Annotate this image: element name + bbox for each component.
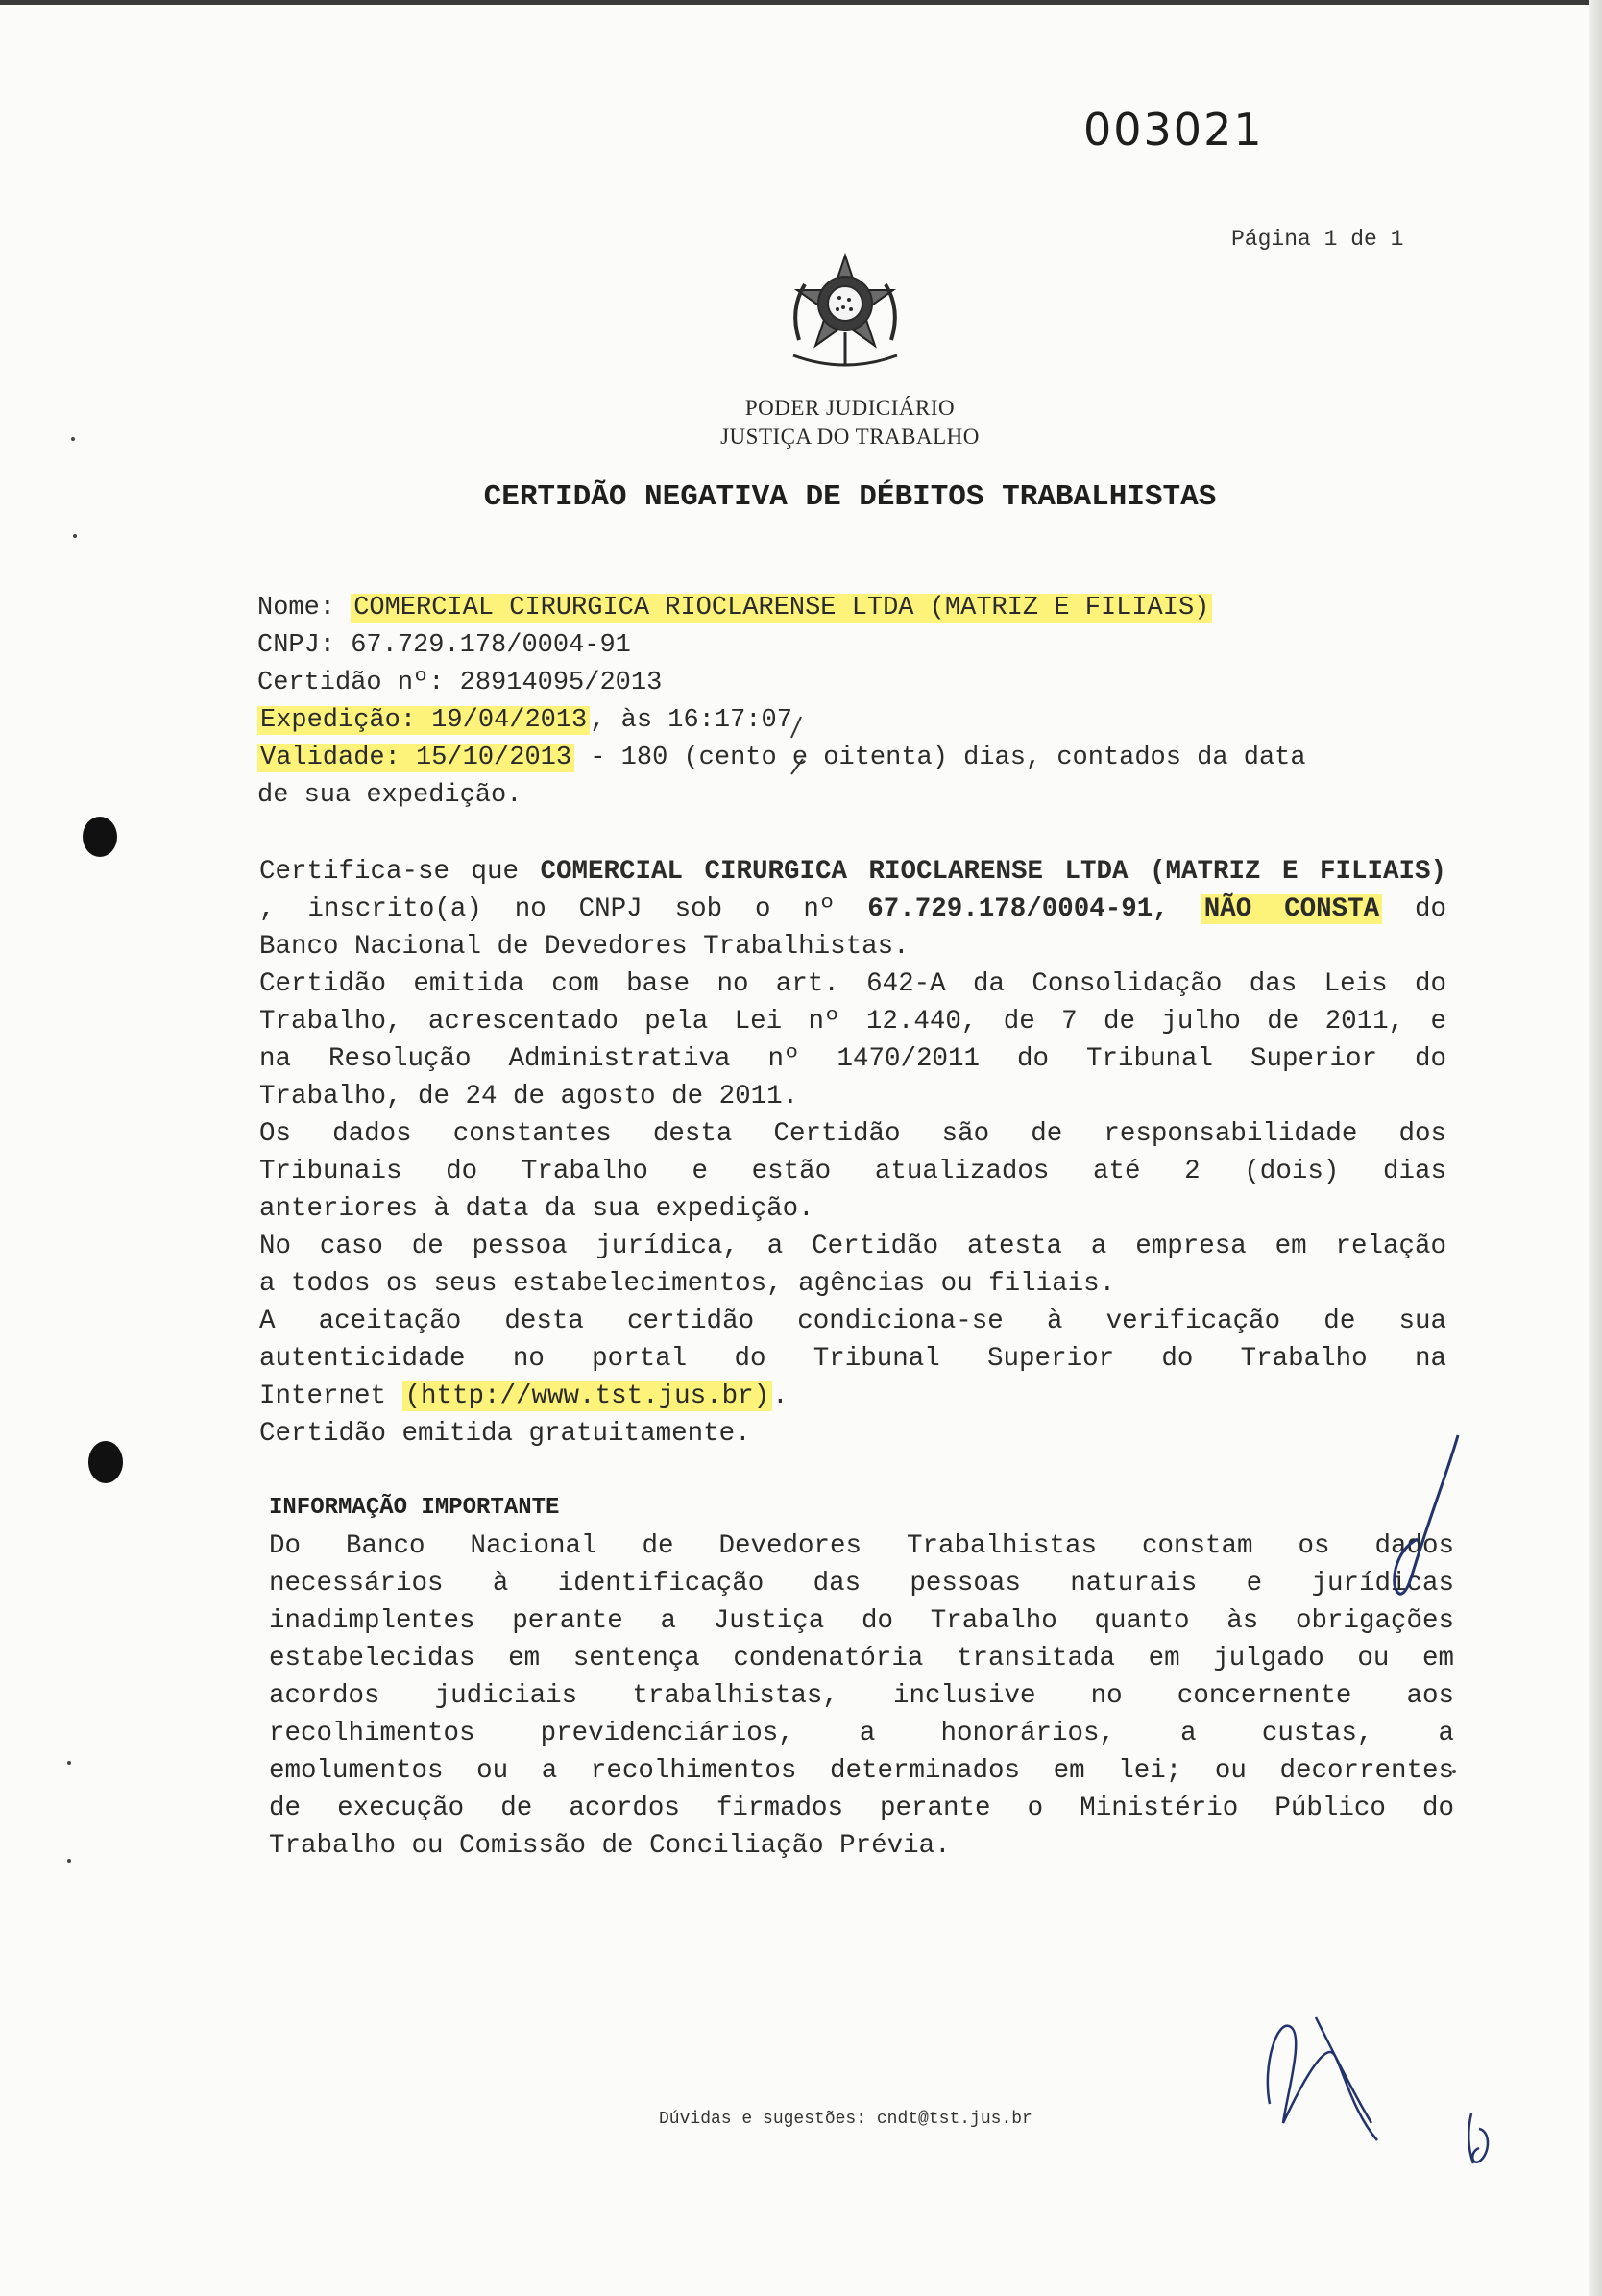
handwritten-tick [711, 711, 807, 797]
authority-line-2: JUSTIÇA DO TRABALHO [720, 425, 980, 449]
body-line: Internet (http://www.tst.jus.br) . [259, 1381, 789, 1411]
body-line: Certidão emitida com base no art. 642-A da Consolidação das Leis do [259, 969, 1446, 999]
body-line: Trabalho, de 24 de agosto de 2011. [259, 1082, 799, 1111]
document-title: CERTIDÃO NEGATIVA DE DÉBITOS TRABALHISTAS [483, 480, 1217, 514]
punch-hole-top [83, 817, 117, 857]
body-line: Certidão emitida gratuitamente. [259, 1419, 751, 1449]
scan-speck [73, 534, 77, 538]
body-line: Certifica-se que COMERCIAL CIRURGICA RIOCLARENSE LTDA (MATRIZ E FILIAIS) [259, 857, 1446, 887]
body-line: , inscrito(a) no CNPJ sob o nº 67.729.178/0004-91, NÃO CONSTA do [259, 894, 1446, 924]
body-line: Tribunais do Trabalho e estão atualizados até 2 (dois) dias [259, 1157, 1446, 1186]
handwritten-initials [1258, 1998, 1393, 2152]
body-line: Os dados constantes desta Certidão são de responsabilidade dos [259, 1119, 1446, 1149]
body-line: Banco Nacional de Devedores Trabalhistas. [259, 932, 910, 962]
scan-right-edge [1589, 0, 1602, 2296]
info-line: acordos judiciais trabalhistas, inclusive no concernente aos [269, 1681, 1454, 1711]
validade-terms: - 180 (cento e oitenta) dias, contados da data [574, 744, 1306, 772]
nome-field [257, 594, 1212, 623]
page-count: Página 1 de 1 [1231, 227, 1404, 252]
info-line: necessários à identificação das pessoas naturais e jurídicas [269, 1569, 1454, 1599]
info-line: estabelecidas em sentença condenatória transitada em julgado ou em [269, 1644, 1454, 1673]
body-line: Trabalho, acrescentado pela Lei nº 12.440, de 7 de julho de 2011, e [259, 1007, 1446, 1037]
scan-top-edge [0, 0, 1602, 5]
info-line: recolhimentos previdenciários, a honorários, a custas, a [269, 1719, 1454, 1748]
scan-speck [67, 1761, 71, 1765]
nome-label: Nome: [257, 594, 336, 623]
info-line: Do Banco Nacional de Devedores Trabalhistas constam os dados [269, 1531, 1454, 1561]
body-line: A aceitação desta certidão condiciona-se à verificação de sua [259, 1307, 1446, 1336]
info-body [269, 1527, 1454, 1865]
body-line: na Resolução Administrativa nº 1470/2011 do Tribunal Superior do [259, 1044, 1446, 1074]
nome-value: COMERCIAL CIRURGICA RIOCLARENSE LTDA (MATRIZ E FILIAIS) [351, 594, 1212, 623]
expedicao-date: Expedição: 19/04/2013 [257, 706, 590, 735]
info-line: de execução de acordos firmados perante o Ministério Público do [269, 1794, 1454, 1823]
authority-line-1: PODER JUDICIÁRIO [744, 396, 956, 420]
stamp-number: 003021 [1083, 104, 1264, 156]
info-line: Trabalho ou Comissão de Conciliação Prévia. [269, 1831, 951, 1861]
expedicao-time: , às 16:17:07 [590, 706, 792, 735]
cnpj-field: CNPJ: 67.729.178/0004-91 [257, 631, 631, 660]
brasao-republica-icon [780, 252, 910, 377]
info-line: inadimplentes perante a Justiça do Trabalho quanto às obrigações [269, 1606, 1454, 1636]
tst-website-link[interactable]: (http://www.tst.jus.br) [402, 1381, 773, 1411]
body-line: autenticidade no portal do Tribunal Superior do Trabalho na [259, 1344, 1446, 1374]
info-heading: INFORMAÇÃO IMPORTANTE [269, 1495, 560, 1521]
certification-body [259, 853, 1446, 1453]
scan-speck [67, 1859, 71, 1863]
certidao-number-field: Certidão nº: 28914095/2013 [257, 669, 663, 697]
footer-contact: Dúvidas e sugestões: cndt@tst.jus.br [659, 2110, 1032, 2129]
cnpj-bold: 67.729.178/0004-91, [867, 894, 1169, 924]
handwritten-page-mark [1462, 2110, 1500, 2167]
nao-consta-highlight: NÃO CONSTA [1202, 894, 1382, 924]
validade-date: Validade: 15/10/2013 [257, 744, 574, 772]
punch-hole-bottom [88, 1441, 123, 1483]
body-line: No caso de pessoa jurídica, a Certidão atesta a empresa em relação [259, 1232, 1446, 1261]
company-name-bold: COMERCIAL CIRURGICA RIOCLARENSE LTDA (MATRIZ E FILIAIS) [540, 857, 1446, 887]
validade-field-line2: de sua expedição. [257, 781, 522, 810]
body-line: anteriores à data da sua expedição. [259, 1194, 814, 1224]
handwritten-check-mark [1345, 1431, 1479, 1633]
body-line: a todos os seus estabelecimentos, agências ou filiais. [259, 1269, 1116, 1299]
info-line: emolumentos ou a recolhimentos determinados em lei; ou decorrentes [269, 1756, 1454, 1786]
